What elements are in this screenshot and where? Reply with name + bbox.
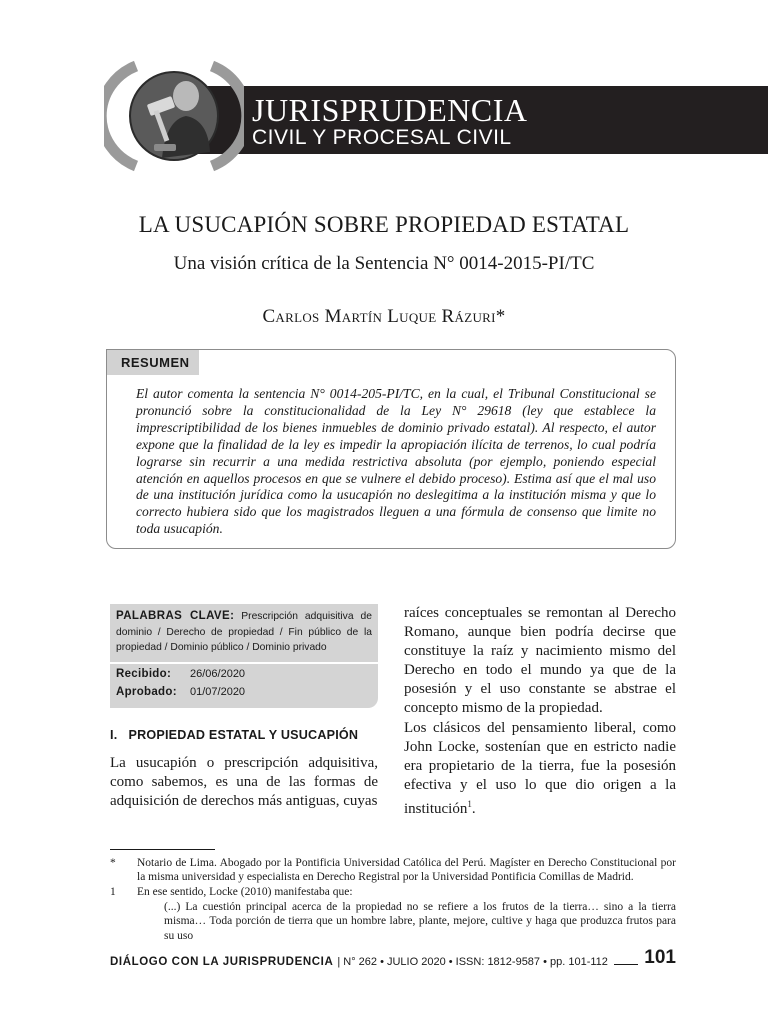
approved-label: Aprobado: (116, 686, 177, 698)
footnote-marker: * (110, 857, 116, 869)
approved-date: 01/07/2020 (190, 686, 246, 698)
article-title: LA USUCAPIÓN SOBRE PROPIEDAD ESTATAL (138, 212, 630, 237)
page-number: 101 (644, 947, 676, 968)
article-subtitle: Una visión crítica de la Sentencia N° 0014-2015-PI/TC (173, 253, 595, 274)
footnote-1 (110, 885, 676, 899)
section-heading: I. PROPIEDAD ESTATAL Y USUCAPIÓN (110, 728, 359, 742)
received-date: 26/06/2020 (190, 668, 246, 680)
footnote-text: En ese sentido, Locke (2010) manifestaba que: (137, 886, 353, 898)
keywords-text (116, 609, 372, 656)
footer-rule (614, 964, 638, 965)
page-footer (110, 946, 676, 968)
footnote-divider (110, 849, 215, 850)
body-paragraph-right-1: raíces conceptuales se remontan al Derecho Romano, aunque bien podría decirse que constituye la raíz y nacimiento mismo del Derecho en todo el mundo ya que de la posesión y el uso constante se abstrae el concepto mismo de la propiedad. (404, 605, 676, 716)
author-name: Carlos Martín Luque Rázuri* (262, 306, 506, 327)
keywords-label: PALABRAS CLAVE: (116, 610, 235, 622)
footnote-author (110, 856, 676, 885)
footnote-text: Notario de Lima. Abogado por la Pontificia Universidad Católica del Perú. Magíster en Derecho Constitucional por la misma universidad y especialista en Derecho Registral por la Universidad Pontificia Comillas de Madrid. (137, 857, 676, 884)
keywords-divider (110, 662, 378, 664)
footnote-marker: 1 (110, 886, 116, 898)
body-paragraph-left: La usucapión o prescripción adquisitiva, como sabemos, es una de las formas de adquisición de derechos más antiguas, cuyas (110, 755, 378, 809)
received-row (116, 668, 245, 680)
abstract-label: RESUMEN (107, 350, 199, 375)
journal-issue-info: | N° 262 • JULIO 2020 • ISSN: 1812-9587 • pp. 101-112 (337, 956, 608, 968)
keywords-list: Prescripción adquisitiva de dominio / Derecho de propiedad / Fin público de la propiedad / Dominio público / Dominio privado (116, 611, 372, 654)
brand-subtitle: CIVIL Y PROCESAL CIVIL (252, 126, 512, 149)
judge-gavel-logo (104, 60, 244, 172)
approved-row (116, 686, 245, 698)
abstract-text: El autor comenta la sentencia N° 0014-205-PI/TC, en la cual, el Tribunal Constitucional se pronunció sobre la constitucionalidad de la Ley N° 29618 (ley que establece la imprescriptibilidad de los bienes inmuebles de dominio privado estatal). Al respecto, el autor expone que la finalidad de la ley es impedir la apropiación ilícita de terrenos, lo cual podría lograrse sin recurrir a una medida restrictiva absoluta (por ejemplo, poniendo especial atención en aquellos procesos en que se vulnere el debido proceso). Estima así que el mal uso de una institución jurídica como la usucapión no deslegitima a la institución misma y que lo correcto hubiera sido que los magistrados lleguen a una fórmula de consenso que limite no toda usucapión. (136, 386, 656, 537)
footnote-quote: (...) La cuestión principal acerca de la propiedad no se refiere a los frutos de la tierra… sino a la tierra misma… Toda porción de tierra que un hombre labre, plante, mejore, cultive y haga que produzca frutos para su uso (164, 901, 676, 942)
body-paragraph-right-2: Los clásicos del pensamiento liberal, como John Locke, sostenían que en estricto nadie era propietario de la tierra, fue la posesión efectiva y el uso lo que dio origen a la institución$^1$. (404, 720, 676, 817)
received-label: Recibido: (116, 668, 172, 680)
brand-title: JURISPRUDENCIA (252, 92, 528, 128)
journal-name: DIÁLOGO CON LA JURISPRUDENCIA (110, 956, 334, 968)
footnote-ref-1[interactable]: 1 (467, 799, 472, 809)
